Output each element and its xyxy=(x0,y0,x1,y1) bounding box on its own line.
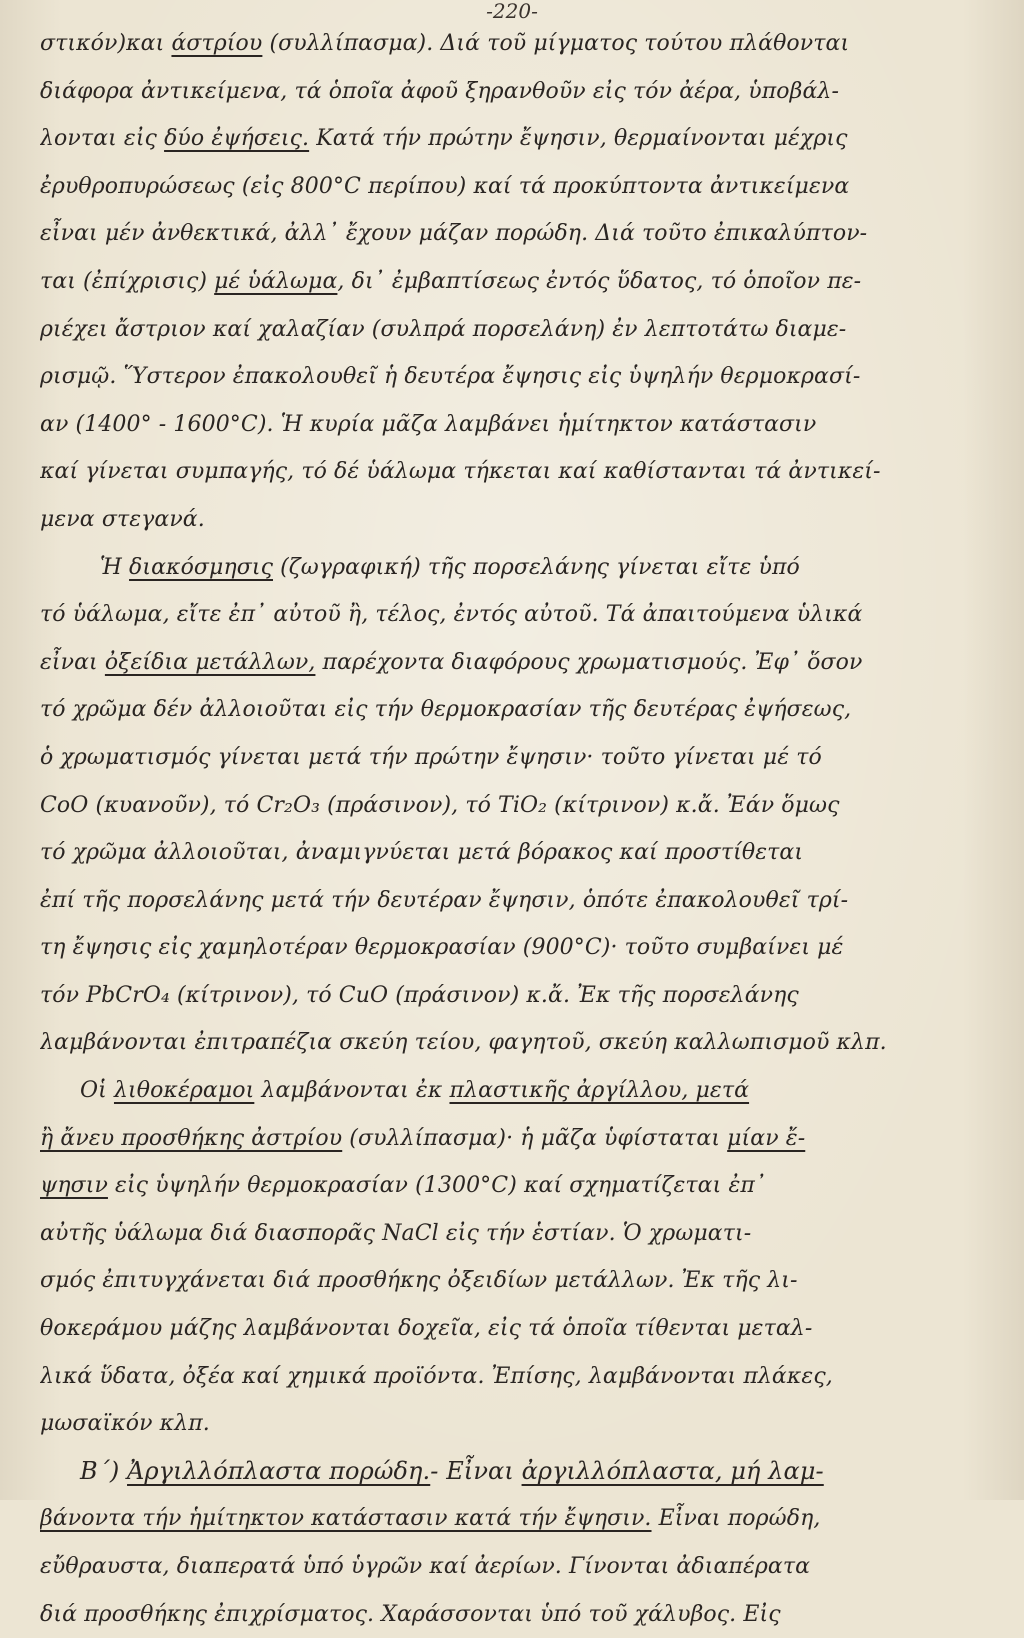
text-segment: εἶναι μέν ἀνθεκτικά, ἀλλ᾽ ἔχουν μάζαν πορώδη. Διά τοῦτο ἐπικαλύπτον- xyxy=(40,221,868,247)
text-segment: τόν PbCrO₄ (κίτρινον), τό CuO (πράσινον) κ.ἄ. Ἐκ τῆς πορσελάνης xyxy=(40,982,799,1008)
text-segment: τη ἔψησις εἰς χαμηλοτέραν θερμοκρασίαν (900°C)· τοῦτο συμβαίνει μέ xyxy=(40,935,844,961)
text-segment: εὔθραυστα, διαπερατά ὑπό ὑγρῶν καί ἀερίων. Γίνονται ἀδιαπέρατα xyxy=(40,1554,811,1579)
text-line xyxy=(40,163,984,211)
text-line xyxy=(40,1257,984,1305)
text-segment: αν (1400° - 1600°C). Ἡ κυρία μᾶζα λαμβάνει ἡμίτηκτον κατάστασιν xyxy=(40,411,817,437)
text-line xyxy=(40,401,984,449)
text-line xyxy=(40,306,984,354)
underlined-term: ὀξείδια μετάλλων, xyxy=(104,649,316,675)
text-segment: τό χρῶμα δέν ἀλλοιοῦται εἰς τήν θερμοκρασίαν τῆς δευτέρας ἐψήσεως, xyxy=(40,697,852,723)
text-segment: Β΄) xyxy=(80,1456,128,1485)
underlined-term: μίαν ἔ- xyxy=(727,1125,806,1151)
text-segment: στικόν)και xyxy=(40,31,172,56)
section-heading-line xyxy=(40,1448,984,1496)
text-segment: λονται εἰς xyxy=(40,126,165,152)
underlined-term: βάνοντα τήν ἡμίτηκτον κατάστασιν κατά τήν ἔψησιν. xyxy=(40,1506,652,1532)
text-segment: - Εἶναι xyxy=(430,1456,522,1485)
text-line xyxy=(40,448,984,496)
text-line xyxy=(40,924,984,972)
text-line xyxy=(40,1495,984,1543)
page-number: -220- xyxy=(486,0,538,23)
underlined-term: διακόσμησις xyxy=(129,554,273,580)
text-line xyxy=(40,258,984,306)
text-line xyxy=(40,1210,984,1258)
text-segment: καί γίνεται συμπαγής, τό δέ ὑάλωμα τήκεται καί καθίστανται τά ἀντικεί- xyxy=(40,459,881,485)
underlined-term: ψησιν xyxy=(40,1173,108,1199)
text-segment: Κατά τήν πρώτην ἔψησιν, θερμαίνονται μέχρις xyxy=(309,126,848,152)
text-segment: (συλλίπασμα)· ἡ μᾶζα ὑφίσταται xyxy=(342,1125,728,1151)
text-line xyxy=(40,496,984,544)
text-segment: σμός ἐπιτυγχάνεται διά προσθήκης ὀξειδίων μετάλλων. Ἐκ τῆς λι- xyxy=(40,1268,798,1294)
text-segment: μωσαϊκόν κλπ. xyxy=(40,1411,210,1437)
text-line xyxy=(40,1115,984,1163)
paragraph-start-line xyxy=(40,1067,984,1115)
text-line xyxy=(40,68,984,116)
text-segment: ρισμῷ. Ὕστερον ἐπακολουθεῖ ἡ δευτέρα ἔψησις εἰς ὑψηλήν θερμοκρασί- xyxy=(40,364,861,390)
paragraph-start-line xyxy=(40,544,984,592)
text-line xyxy=(40,1400,984,1448)
text-segment: εἰς ὑψηλήν θερμοκρασίαν (1300°C) καί σχηματίζεται ἐπ᾽ xyxy=(107,1173,767,1199)
text-line xyxy=(40,591,984,639)
text-line xyxy=(40,639,984,687)
text-segment: (συλλίπασμα). Διά τοῦ μίγματος τούτου πλάθονται xyxy=(262,31,850,56)
text-line xyxy=(40,20,984,68)
text-line xyxy=(40,734,984,782)
text-line xyxy=(40,210,984,258)
underlined-term: δύο ἐψήσεις. xyxy=(164,126,310,152)
text-segment: τό χρῶμα ἀλλοιοῦται, ἀναμιγνύεται μετά βόρακος καί προστίθεται xyxy=(40,840,804,866)
text-segment: λαμβάνονται ἐπιτραπέζια σκεύη τείου, φαγητοῦ, σκεύη καλλωπισμοῦ κλπ. xyxy=(40,1030,887,1056)
text-segment: ριέχει ἄστριον καί χαλαζίαν (συλπρά πορσελάνη) ἐν λεπτοτάτω διαμε- xyxy=(40,316,847,342)
underlined-term: μέ ὑάλωμα xyxy=(214,268,338,294)
text-line xyxy=(40,877,984,925)
text-line xyxy=(40,1305,984,1353)
text-segment: λαμβάνονται ἐκ xyxy=(254,1078,450,1104)
text-line xyxy=(40,1162,984,1210)
text-segment: Οἱ xyxy=(80,1078,114,1104)
text-line xyxy=(40,782,984,830)
text-segment: διά προσθήκης ἐπιχρίσματος. Χαράσσονται ὑπό τοῦ χάλυβος. Εἰς xyxy=(40,1601,781,1627)
underlined-term: Ἀργιλλόπλαστα πορώδη. xyxy=(127,1456,431,1485)
text-line xyxy=(40,353,984,401)
text-line xyxy=(40,972,984,1020)
text-segment: Εἶναι πορώδη, xyxy=(651,1506,821,1532)
text-line xyxy=(40,829,984,877)
underlined-term: λιθοκέραμοι xyxy=(113,1078,255,1104)
text-line xyxy=(40,1543,984,1591)
text-line xyxy=(40,1019,984,1067)
text-segment: παρέχοντα διαφόρους χρωματισμούς. Ἐφ᾽ ὅσον xyxy=(315,649,863,675)
text-segment: ται (ἐπίχρισις) xyxy=(40,268,215,294)
underlined-term: ἢ ἄνευ προσθήκης ἀστρίου xyxy=(40,1125,343,1151)
text-body xyxy=(40,20,984,1638)
text-segment: αὐτῆς ὑάλωμα διά διασπορᾶς NaCl εἰς τήν ἑστίαν. Ὁ χρωματι- xyxy=(40,1220,752,1246)
text-line xyxy=(40,686,984,734)
text-segment: διάφορα ἀντικείμενα, τά ὁποῖα ἀφοῦ ξηρανθοῦν εἰς τόν ἀέρα, ὑποβάλ- xyxy=(40,78,839,104)
text-segment: ἐρυθροπυρώσεως (εἰς 800°C περίπου) καί τά προκύπτοντα ἀντικείμενα xyxy=(40,173,850,199)
text-line xyxy=(40,1591,984,1638)
text-segment: ἐπί τῆς πορσελάνης μετά τήν δευτέραν ἔψησιν, ὁπότε ἐπακολουθεῖ τρί- xyxy=(40,887,849,913)
text-segment: θοκεράμου μάζης λαμβάνονται δοχεῖα, εἰς τά ὁποῖα τίθενται μεταλ- xyxy=(40,1316,813,1342)
underlined-term: άστρίου xyxy=(171,31,263,56)
underlined-term: πλαστικῆς ἀργίλλου, μετά xyxy=(449,1078,750,1104)
underlined-term: ἀργιλλόπλαστα, μή λαμ- xyxy=(521,1456,824,1485)
text-segment: ὁ χρωματισμός γίνεται μετά τήν πρώτην ἔψησιν· τοῦτο γίνεται μέ τό xyxy=(40,744,822,770)
text-line xyxy=(40,115,984,163)
text-segment: (ζωγραφική) τῆς πορσελάνης γίνεται εἴτε ὑπό xyxy=(273,554,800,580)
text-segment: μενα στεγανά. xyxy=(40,506,205,532)
text-line xyxy=(40,1353,984,1401)
text-segment: εἶναι xyxy=(40,649,105,675)
text-segment: , δι᾽ ἐμβαπτίσεως ἐντός ὕδατος, τό ὁποῖον πε- xyxy=(337,268,862,294)
text-segment: Ἡ xyxy=(100,554,130,580)
text-segment: λικά ὕδατα, ὀξέα καί χημικά προϊόντα. Ἐπίσης, λαμβάνονται πλάκες, xyxy=(40,1363,833,1389)
text-segment: CoO (κυανοῦν), τό Cr₂O₃ (πράσινον), τό TiO₂ (κίτρινον) κ.ἄ. Ἐάν ὅμως xyxy=(40,792,840,818)
text-segment: τό ὑάλωμα, εἴτε ἐπ᾽ αὐτοῦ ἢ, τέλος, ἐντός αὐτοῦ. Τά ἀπαιτούμενα ὑλικά xyxy=(40,602,863,628)
